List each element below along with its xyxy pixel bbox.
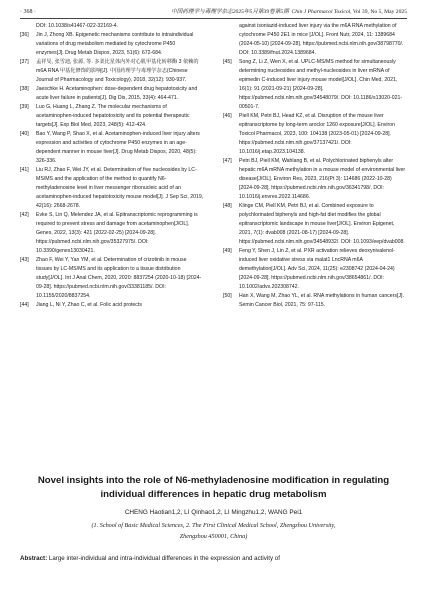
reference-item	[223, 292, 407, 310]
reference-item	[20, 103, 204, 130]
article-title: Novel insights into the role of N6-methyladenosine modification in regulating individual differences in hepatic drug metabolism	[37, 475, 390, 500]
page-number: · 368 ·	[20, 9, 36, 15]
abstract	[20, 554, 407, 564]
reference-number: [37]	[20, 59, 29, 65]
abstract-text: Large inter-individual and intra-individual differences in the expression and activity of	[48, 555, 280, 562]
reference-number: [50]	[223, 293, 232, 299]
reference-item	[20, 211, 204, 256]
reference-text: Jin J, Zhong XB. Epigenetic mechanisms contribute to intraindividual variations of drug metabolism mediated by cytochrome P450 enzymes[J]. Drug Metab Dispos, 2023, 51(6): 672-684.	[36, 32, 194, 56]
reference-item	[223, 247, 407, 292]
reference-item	[223, 58, 407, 112]
reference-text: Liu RJ, Zhao F, Wei JY, et al. Determination of five nucleosides by LC-MS/MS and the application of the method to quantify N6-methyladenosine level in liver messenger ribonucleic acid of an acetaminophen-induced hepatotoxicity mouse model[J]. J Sep Sci, 2019, 42(16): 2668-2678.	[36, 167, 204, 209]
reference-number: [47]	[223, 158, 232, 164]
reference-number: [45]	[223, 59, 232, 65]
reference-text: against isoniazid-induced liver injury via the m6A RNA methylation of cytochrome P450 2E1 in mice [J/OL]. Front Nutr, 2024, 11: 1389684 (2024-05-10) [2024-09-28]. https://pubmed.ncbi.nlm.nih.gov/38798770/. DOI: 10.3389/fnut.2024.1389684.	[239, 23, 404, 56]
reference-text: Petri BJ, Piell KM, Wahlang B, et al. Polychlorinated biphenyls alter hepatic m6A mRNA methylation in a mouse model of environmental liver disease[J/OL]. Environ Res, 2023, 216(Pt 3): 114686 (2022-10-28) [2024-09-28]. https://pubmed.ncbi.nlm.nih.gov/36341798/. DOI: 10.1016/j.envres.2022.114686.	[239, 158, 406, 200]
reference-text: Evke S, Lin Q, Melendez JA, et al. Epitranscriptomic reprogramming is required to prevent stress and damage from acetaminophen[J/OL]. Genes, 2022, 13(3): 421 (2022-02-25) [2024-09-28]. https://pubmed.ncbi.nlm.nih.gov/35327975/. DOI: 10.3390/genes13030421.	[36, 212, 198, 254]
reference-number: [48]	[223, 203, 232, 209]
reference-item	[20, 301, 204, 310]
reference-item	[223, 157, 407, 202]
references-left-column	[20, 22, 204, 310]
reference-number: [43]	[20, 257, 29, 263]
reference-text: Jaeschke H. Acetaminophen: dose-dependent drug hepatotoxicity and acute liver failure in patients[J]. Dig Dis, 2015, 33(4): 464-471.	[36, 86, 198, 101]
reference-item	[20, 58, 204, 85]
reference-number: [39]	[20, 104, 29, 110]
reference-item	[223, 112, 407, 157]
reference-number: [42]	[20, 212, 29, 218]
journal-issue: , Vol 39, No 5, May 2025	[350, 9, 407, 15]
reference-text: Luo G, Huang L, Zhang Z. The molecular mechanisms of acetaminophen-induced hepatotoxicity and its potential therapeutic targets[J]. Exp Biol Med, 2023, 248(5): 412-424.	[36, 104, 190, 128]
reference-number: [40]	[20, 131, 29, 137]
article-affiliation	[20, 520, 407, 542]
affiliation-line-2: Zhengzhou 450001, China)	[179, 533, 248, 540]
journal-name-en: Chin J Pharmacol Toxicol	[291, 9, 351, 15]
reference-number: [44]	[20, 302, 29, 308]
reference-number: [49]	[223, 248, 232, 254]
reference-item	[20, 31, 204, 58]
article-authors: CHENG Haotian1,2, LI Qinhao1,2, LI Mingzhu1,2, WANG Pei1	[124, 509, 303, 516]
affiliation-line-1: (1. School of Basic Medical Sciences, 2. The First Clinical Medical School, Zhengzhou University,	[91, 522, 336, 529]
reference-item	[20, 166, 204, 211]
reference-text: Jiang L, Ni Y, Zhao C, et al. Folic acid protects	[36, 302, 142, 308]
reference-text: Feng Y, Shen J, Lin Z, et al. PXR activation relieves deoxynivalenol-induced liver oxidative stress via malat1 LncRNA m6A demethylation[J/OL]. Adv Sci, 2024, 11(25): e2308742 (2024-04-24) [2024-09-28]. https://pubmed.ncbi.nlm.nih.gov/38654861/. DOI: 10.1002/advs.202308742.	[239, 248, 395, 290]
journal-info	[171, 6, 407, 18]
abstract-label: Abstract:	[20, 555, 48, 562]
reference-text: Zhao F, Wei Y, Yan YM, et al. Determination of crizotinib in mouse tissues by LC-MS/MS and its application to a tissue distribution study[J/OL]. Int J Anal Chem, 2020, 2020: 8837254 (2020-10-18) [2024-09-28]. https://pubmed.ncbi.nlm.nih.gov/33381185/. DOI: 10.1155/2020/8837254.	[36, 257, 202, 299]
reference-number: [46]	[223, 113, 232, 119]
running-header	[20, 6, 407, 19]
reference-item	[223, 202, 407, 247]
references-right-column	[223, 22, 407, 310]
reference-item	[20, 22, 204, 31]
reference-text: Bao Y, Wang P, Shao X, et al. Acetaminophen-induced liver injury alters expression and activities of cytochrome P450 enzymes in an age-dependent manner in mouse liver[J]. Drug Metab Dispos, 2020, 48(5): 326-336.	[36, 131, 200, 164]
reference-number: [36]	[20, 32, 29, 38]
reference-item	[20, 85, 204, 103]
reference-text: DOI: 10.1038/s41467-022-32169-4.	[36, 23, 118, 29]
reference-number: [41]	[20, 167, 29, 173]
reference-text: Piell KM, Petri BJ, Head KZ, et al. Disruption of the mouse liver epitranscriptome by long-term aroclor 1260 exposure[J/OL]. Environ Toxicol Pharmacol, 2023, 100: 104138 (2023-05-01) [2024-09-28]. https://pubmed.ncbi.nlm.nih.gov/37137421/. DOI: 10.1016/j.etap.2023.104138.	[239, 113, 395, 155]
reference-item	[20, 130, 204, 166]
references-section	[20, 22, 407, 472]
reference-text: 孟祥旻, 张雪迪, 张源, 等. 多柔比星体内外对心肌甲基化转移酶 3 依赖的 m6A RNA 甲基化修饰的影响[J]. 中国药理学与毒理学杂志(Chinese Journal of Pharmacology and Toxicology), 2018, 32(12): 930-937.	[36, 59, 199, 83]
journal-name-cn: 中国药理学与毒理学杂志2025年5月第39卷第5期	[171, 9, 289, 15]
reference-number: [38]	[20, 86, 29, 92]
reference-item	[223, 22, 407, 58]
reference-text: Han X, Wang M, Zhao YL, et al. RNA methylations in human cancers[J]. Semin Cancer Biol, 2021, 75: 97-115.	[239, 293, 404, 308]
reference-text: Klinge CM, Piell KM, Petri BJ, et al. Combined exposure to polychlorinated biphenyls and high-fat diet modifies the global epitranscriptomic landscape in mouse liver[J/OL]. Environ Epigenet, 2021, 7(1): dvab008 (2021-08-17) [2024-09-28]. https://pubmed.ncbi.nlm.nih.gov/34548932/. DOI: 10.1093/eep/dvab008.	[239, 203, 405, 245]
reference-text: Song Z, Li Z, Wen X, et al. UPLC-MS/MS method for simultaneously determining nucleosides and methyl-nucleosides in liver mRNA of epimedin C-induced liver injury mouse model[J/OL]. Chin Med, 2021, 16(1): 91 (2021-09-21) [2024-09-28]. https://pubmed.ncbi.nlm.nih.gov/34548079/. DOI: 10.1186/s13020-021-00501-7.	[239, 59, 403, 110]
reference-item	[20, 256, 204, 301]
